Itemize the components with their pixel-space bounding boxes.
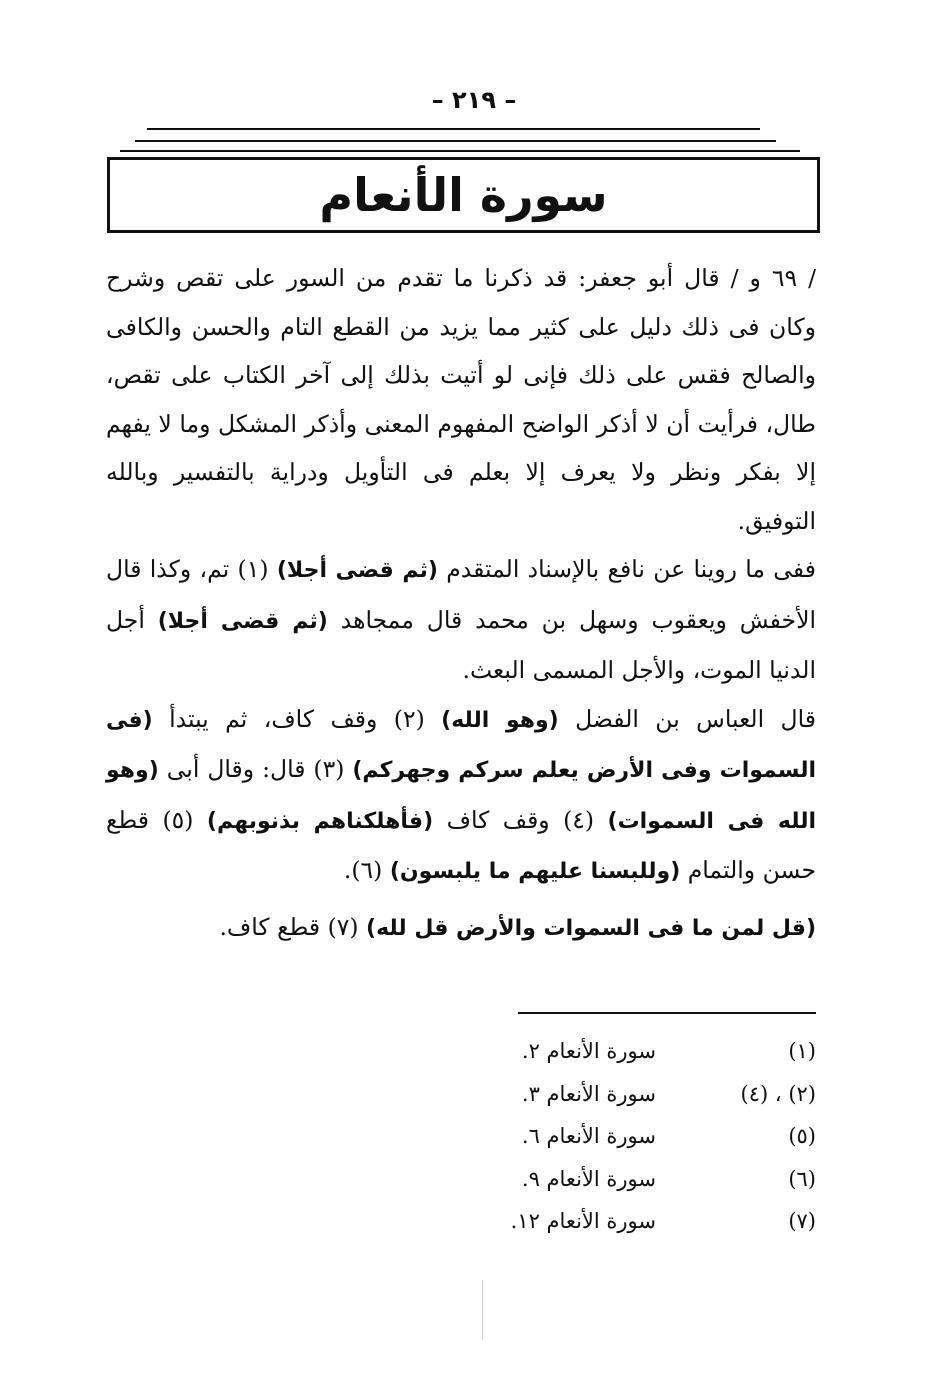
footnote-source: سورة الأنعام ٢. (521, 1039, 656, 1064)
surah-title-box (107, 157, 820, 233)
paragraph-2 (106, 545, 816, 695)
footnote-row (440, 1073, 816, 1116)
footnote-row (440, 1115, 816, 1158)
frame-line-top-inner (120, 150, 800, 152)
surah-title: سورة الأنعام (319, 168, 608, 222)
text-segment: / ٦٩ و / قال أبو جعفر: قد ذكرنا ما تقدم من السور على تقص وشرح وكان فى ذلك دليل على كثير مما يزيد من القطع التام والحسن والكافى والصالح فقس على ذلك فإنى لو أتيت بذلك إلى آخر الكتاب على تقص، طال، فرأيت أن لا أذكر الواضح المفهوم المعنى وأذكر المشكل وما لا يفهم إلا بفكر ونظر ولا يعرف إلا بعلم فى التأويل ودراية بالتفسير وبالله التوفيق. (106, 264, 817, 535)
text-segment: (٥) قطع حسن والتمام (106, 805, 816, 884)
quran-quote: (وللبسنا عليهم ما يلبسون) (389, 859, 681, 884)
quran-quote: (فأهلكناهم بذنوبهم) (206, 808, 434, 834)
footnote-number: (٥) (788, 1124, 816, 1149)
text-segment: (٤) وقف كاف (433, 805, 608, 834)
quran-quote: (ثم قضى أجلا) (276, 558, 438, 583)
main-text (106, 254, 816, 953)
scan-gutter-mark (482, 1280, 483, 1340)
text-segment: (٦). (343, 856, 390, 884)
page-number: – ٢١٩ – (431, 86, 517, 114)
quran-quote: (ثم قضى أجلا) (157, 608, 328, 634)
frame-line-top-outer (147, 128, 760, 130)
paragraph-4 (106, 903, 816, 954)
paragraph-3 (106, 695, 816, 897)
quran-quote: (قل لمن ما فى السموات والأرض قل لله) (366, 915, 816, 941)
paragraph-1 (106, 254, 816, 545)
text-segment: ففى ما روينا عن نافع بالإسناد المتقدم (437, 555, 816, 583)
footnote-number: (٦) (788, 1166, 816, 1191)
footnotes (440, 1030, 816, 1243)
text-segment: أجل الدنيا الموت، والأجل المسمى البعث. (106, 605, 816, 684)
footnote-row (440, 1030, 816, 1073)
text-segment: قال العباس بن الفضل (558, 704, 816, 733)
footnote-source: سورة الأنعام ٦. (521, 1124, 656, 1149)
frame-line-top-middle (135, 140, 776, 142)
footnote-number: (١) (788, 1039, 816, 1064)
footnote-separator (518, 1012, 816, 1014)
quran-quote: (فى السموات وفى الأرض يعلم سركم وجهركم) (106, 707, 816, 783)
text-segment: (٧) قطع كاف. (219, 912, 367, 941)
text-segment: (١) تم، وكذا قال الأخفش ويعقوب وسهل بن محمد قال ممجاهد (106, 555, 817, 634)
footnote-number: (٧) (788, 1209, 816, 1234)
footnote-source: سورة الأنعام ٣. (521, 1081, 656, 1106)
footnote-row (440, 1200, 816, 1243)
quran-quote: (وهو الله) (441, 707, 559, 733)
footnote-source: سورة الأنعام ٩. (521, 1166, 656, 1191)
footnote-row (440, 1158, 816, 1201)
footnote-source: سورة الأنعام ١٢. (510, 1209, 656, 1234)
footnote-number: (٢) ، (٤) (740, 1081, 816, 1106)
text-segment: (٢) وقف كاف، ثم يبتدأ (152, 704, 442, 733)
quran-quote: (وهو الله فى السموات) (106, 758, 817, 834)
text-segment: (٣) قال: وقال أبى (158, 755, 353, 783)
